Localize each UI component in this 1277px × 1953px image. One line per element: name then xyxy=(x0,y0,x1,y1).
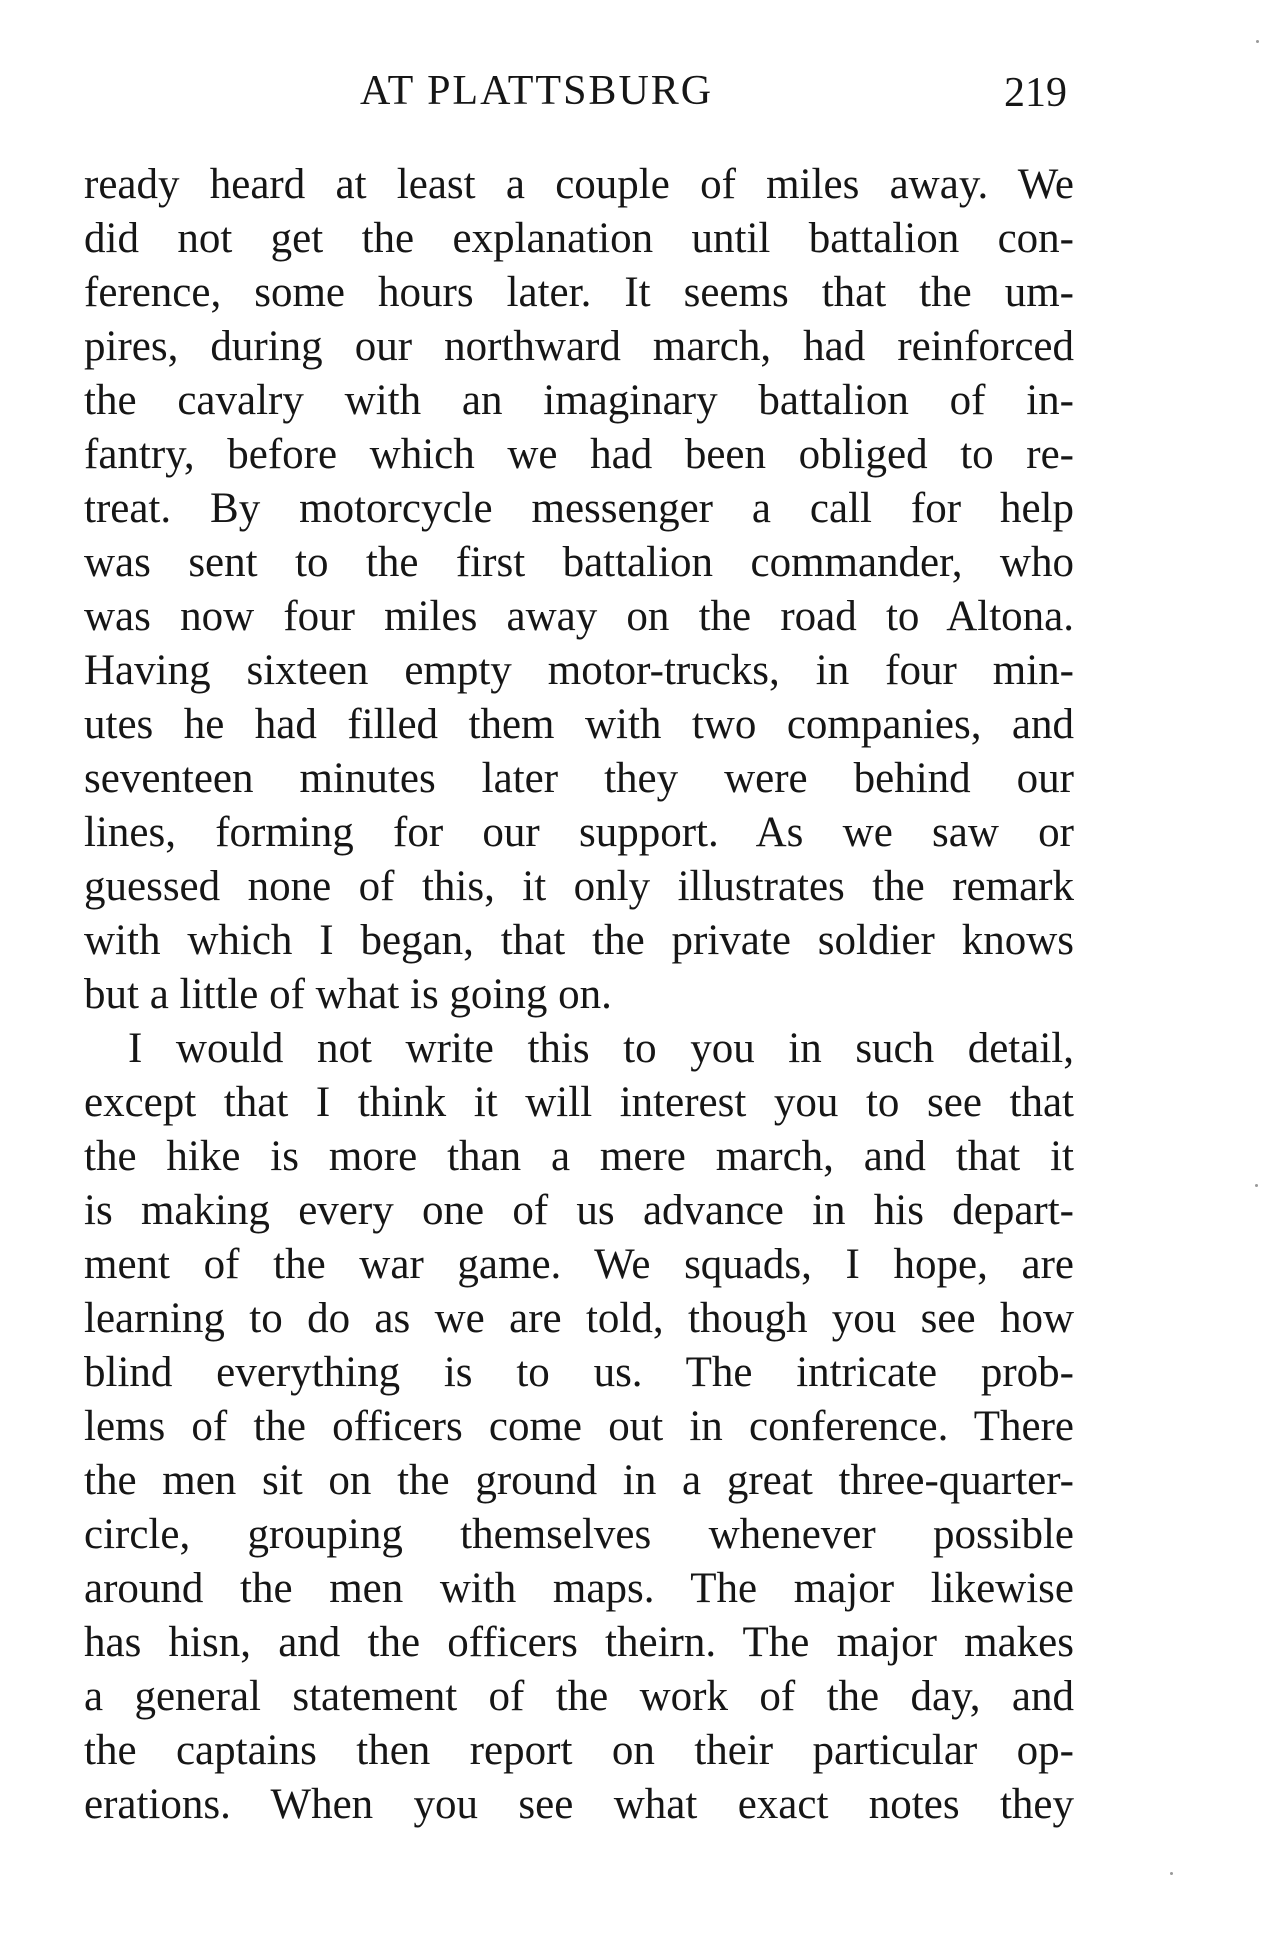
text-line: a general statement of the work of the day, and xyxy=(84,1673,1074,1720)
text-line: circle, grouping themselves whenever possible xyxy=(84,1511,1074,1558)
running-title: AT PLATTSBURG xyxy=(360,68,714,114)
paper-speck xyxy=(1256,40,1259,43)
text-line: pires, during our northward march, had reinforced xyxy=(84,323,1074,370)
text-line: the captains then report on their particular op- xyxy=(84,1727,1074,1774)
text-line: the men sit on the ground in a great three-quarter- xyxy=(84,1457,1074,1504)
text-line: except that I think it will interest you to see that xyxy=(84,1079,1074,1126)
text-line: blind everything is to us. The intricate prob- xyxy=(84,1349,1074,1396)
text-line: fantry, before which we had been obliged to re- xyxy=(84,431,1074,478)
text-line: guessed none of this, it only illustrates the remark xyxy=(84,863,1074,910)
text-line: was sent to the first battalion commander, who xyxy=(84,539,1074,586)
text-line: ference, some hours later. It seems that the um- xyxy=(84,269,1074,316)
text-line: has hisn, and the officers theirn. The major makes xyxy=(84,1619,1074,1666)
text-line: the cavalry with an imaginary battalion of in- xyxy=(84,377,1074,424)
text-line: seventeen minutes later they were behind our xyxy=(84,755,1074,802)
text-line: was now four miles away on the road to Altona. xyxy=(84,593,1074,640)
text-line: utes he had filled them with two companies, and xyxy=(84,701,1074,748)
text-line: ready heard at least a couple of miles away. We xyxy=(84,161,1074,208)
paper-speck xyxy=(1170,1872,1173,1875)
paragraph-end-line: but a little of what is going on. xyxy=(84,971,612,1018)
text-line: treat. By motorcycle messenger a call for help xyxy=(84,485,1074,532)
text-line: did not get the explanation until battalion con- xyxy=(84,215,1074,262)
text-line: learning to do as we are told, though you see how xyxy=(84,1295,1074,1342)
text-line: with which I began, that the private soldier knows xyxy=(84,917,1074,964)
text-line: lems of the officers come out in conference. There xyxy=(84,1403,1074,1450)
text-line: is making every one of us advance in his depart- xyxy=(84,1187,1074,1234)
body-text xyxy=(84,158,1074,1832)
text-line: lines, forming for our support. As we saw or xyxy=(84,809,1074,856)
page-number: 219 xyxy=(1004,70,1067,116)
paper-speck xyxy=(1255,1184,1258,1187)
paragraph-start-line: I would not write this to you in such detail, xyxy=(128,1025,1074,1072)
text-line: around the men with maps. The major likewise xyxy=(84,1565,1074,1612)
text-line: the hike is more than a mere march, and that it xyxy=(84,1133,1074,1180)
text-line: Having sixteen empty motor-trucks, in four min- xyxy=(84,647,1074,694)
text-line: ment of the war game. We squads, I hope, are xyxy=(84,1241,1074,1288)
text-line: erations. When you see what exact notes they xyxy=(84,1781,1074,1828)
